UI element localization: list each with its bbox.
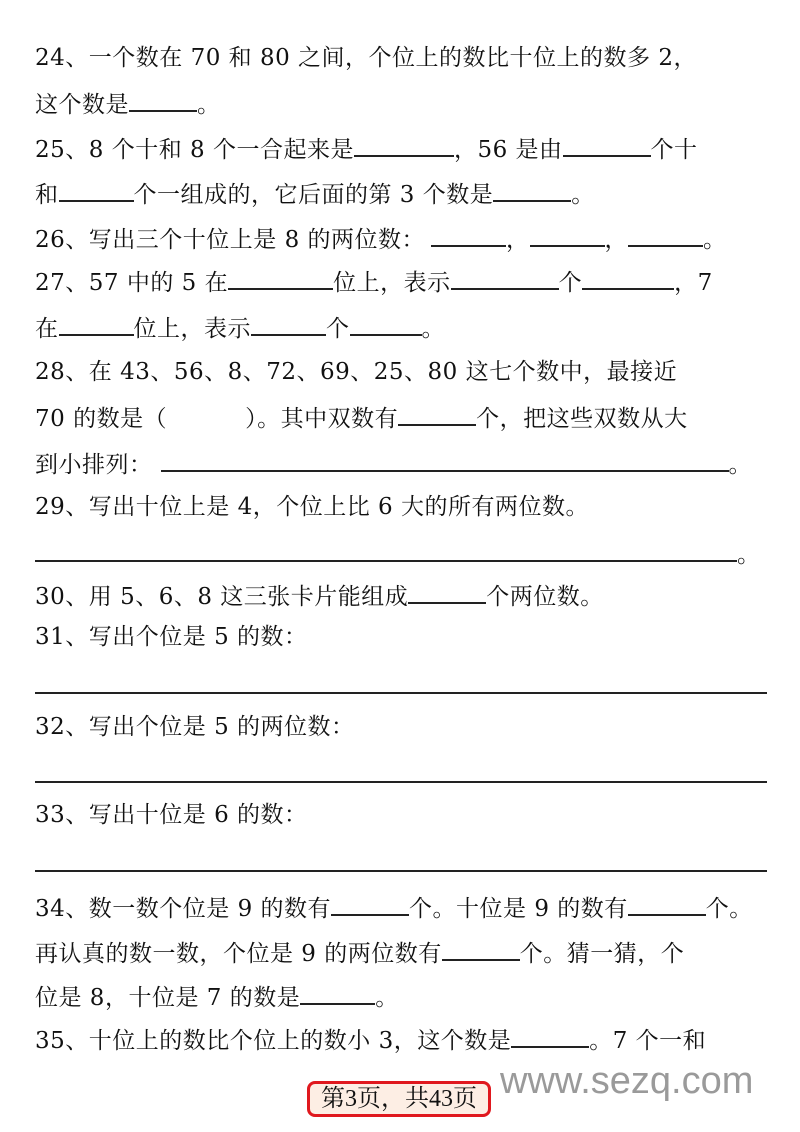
question-26-line <box>35 223 770 255</box>
period: 。 <box>737 542 761 568</box>
answer-blank[interactable] <box>228 266 333 290</box>
period: 。 <box>703 227 727 253</box>
answer-blank[interactable] <box>129 88 197 112</box>
question-34-text-c: 个。 <box>705 896 753 922</box>
question-27-line-1 <box>35 266 770 298</box>
question-35-line <box>35 1024 770 1056</box>
answer-line[interactable] <box>35 692 767 694</box>
page-indicator-badge: 第3页，共43页 <box>307 1081 491 1117</box>
answer-blank[interactable] <box>59 178 134 202</box>
question-25-text-b: ，56 是由 <box>453 137 563 163</box>
question-27-line-2 <box>35 312 770 344</box>
answer-blank[interactable] <box>493 178 571 202</box>
answer-blank[interactable] <box>300 981 375 1005</box>
answer-line[interactable] <box>35 870 767 872</box>
separator: ， <box>506 227 530 253</box>
question-28-text-c: 个，把这些双数从大 <box>476 406 688 432</box>
question-33-line: 33、写出十位是 6 的数： <box>35 802 308 828</box>
answer-blank[interactable] <box>354 133 454 157</box>
answer-blank[interactable] <box>511 1024 589 1048</box>
question-25-text-c: 个十 <box>650 137 698 163</box>
question-34-text-f: 位是 8，十位是 7 的数是 <box>35 985 301 1011</box>
answer-line[interactable] <box>35 781 767 783</box>
answer-blank[interactable] <box>350 312 422 336</box>
answer-blank[interactable] <box>582 266 674 290</box>
question-25-text-d: 和 <box>35 182 59 208</box>
answer-blank[interactable] <box>451 266 559 290</box>
separator: ， <box>604 227 629 253</box>
question-28-text-a: 70 的数是（ <box>35 406 168 432</box>
answer-blank[interactable] <box>35 538 737 562</box>
question-34-line-2 <box>35 937 770 969</box>
answer-blank[interactable] <box>251 312 326 336</box>
answer-blank[interactable] <box>161 448 729 472</box>
question-28-text-d: 到小排列： <box>35 452 153 478</box>
answer-blank[interactable] <box>59 312 134 336</box>
question-27-text-e: 在 <box>35 316 59 342</box>
answer-blank[interactable] <box>530 223 605 247</box>
question-25-text-f: 。 <box>571 182 595 208</box>
question-34-text-d: 再认真的数一数，个位是 9 的两位数有 <box>35 941 442 967</box>
answer-blank[interactable] <box>431 223 506 247</box>
question-30-text-b: 个两位数。 <box>486 584 604 610</box>
question-27-text-b: 位上，表示 <box>333 270 451 296</box>
answer-blank[interactable] <box>442 937 520 961</box>
question-32-line: 32、写出个位是 5 的两位数： <box>35 714 355 740</box>
answer-blank[interactable] <box>628 892 706 916</box>
question-31-line: 31、写出个位是 5 的数： <box>35 624 308 650</box>
question-27-text-d: ，7 <box>674 270 713 296</box>
question-34-text-g: 。 <box>375 985 399 1011</box>
question-25-line-1 <box>35 133 770 165</box>
question-30-line <box>35 580 770 612</box>
question-28-line-1: 28、在 43、56、8、72、69、25、80 这七个数中，最接近 <box>35 359 678 385</box>
question-28-line-3 <box>35 448 770 480</box>
question-24-text-b: 。 <box>197 92 221 118</box>
question-30-text-a: 30、用 5、6、8 这三张卡片能组成 <box>35 584 409 610</box>
question-29-line-2 <box>35 538 770 570</box>
watermark-text: www.sezq.com <box>500 1060 754 1102</box>
question-28-text-e: 。 <box>728 452 752 478</box>
question-28-text-b: ）。其中双数有 <box>245 406 399 432</box>
question-27-text-a: 27、57 中的 5 在 <box>35 270 229 296</box>
question-25-line-2 <box>35 178 770 210</box>
question-34-text-b: 个。十位是 9 的数有 <box>409 896 628 922</box>
question-34-line-3 <box>35 981 770 1013</box>
question-24-text-a: 这个数是 <box>35 92 129 118</box>
question-24-line-2 <box>35 88 770 120</box>
question-35-text-b: 。7 个一和 <box>589 1028 707 1054</box>
question-28-line-2 <box>35 402 770 434</box>
question-35-text-a: 35、十位上的数比个位上的数小 3，这个数是 <box>35 1028 512 1054</box>
question-29-line-1: 29、写出十位上是 4，个位上比 6 大的所有两位数。 <box>35 494 589 520</box>
question-25-text-e: 个一组成的，它后面的第 3 个数是 <box>133 182 494 208</box>
question-24-line-1: 24、一个数在 70 和 80 之间，个位上的数比十位上的数多 2， <box>35 45 697 71</box>
answer-blank[interactable] <box>628 223 703 247</box>
answer-blank[interactable] <box>331 892 409 916</box>
question-34-text-e: 个。猜一猜，个 <box>519 941 685 967</box>
answer-blank[interactable] <box>563 133 651 157</box>
question-27-text-h: 。 <box>421 316 445 342</box>
question-26-text: 26、写出三个十位上是 8 的两位数： <box>35 227 426 253</box>
question-34-line-1 <box>35 892 770 924</box>
answer-blank[interactable] <box>398 402 476 426</box>
question-25-text-a: 25、8 个十和 8 个一合起来是 <box>35 137 354 163</box>
question-27-text-f: 位上，表示 <box>133 316 251 342</box>
answer-blank[interactable] <box>408 580 486 604</box>
question-27-text-c: 个 <box>558 270 583 296</box>
question-27-text-g: 个 <box>326 316 350 342</box>
question-34-text-a: 34、数一数个位是 9 的数有 <box>35 896 332 922</box>
